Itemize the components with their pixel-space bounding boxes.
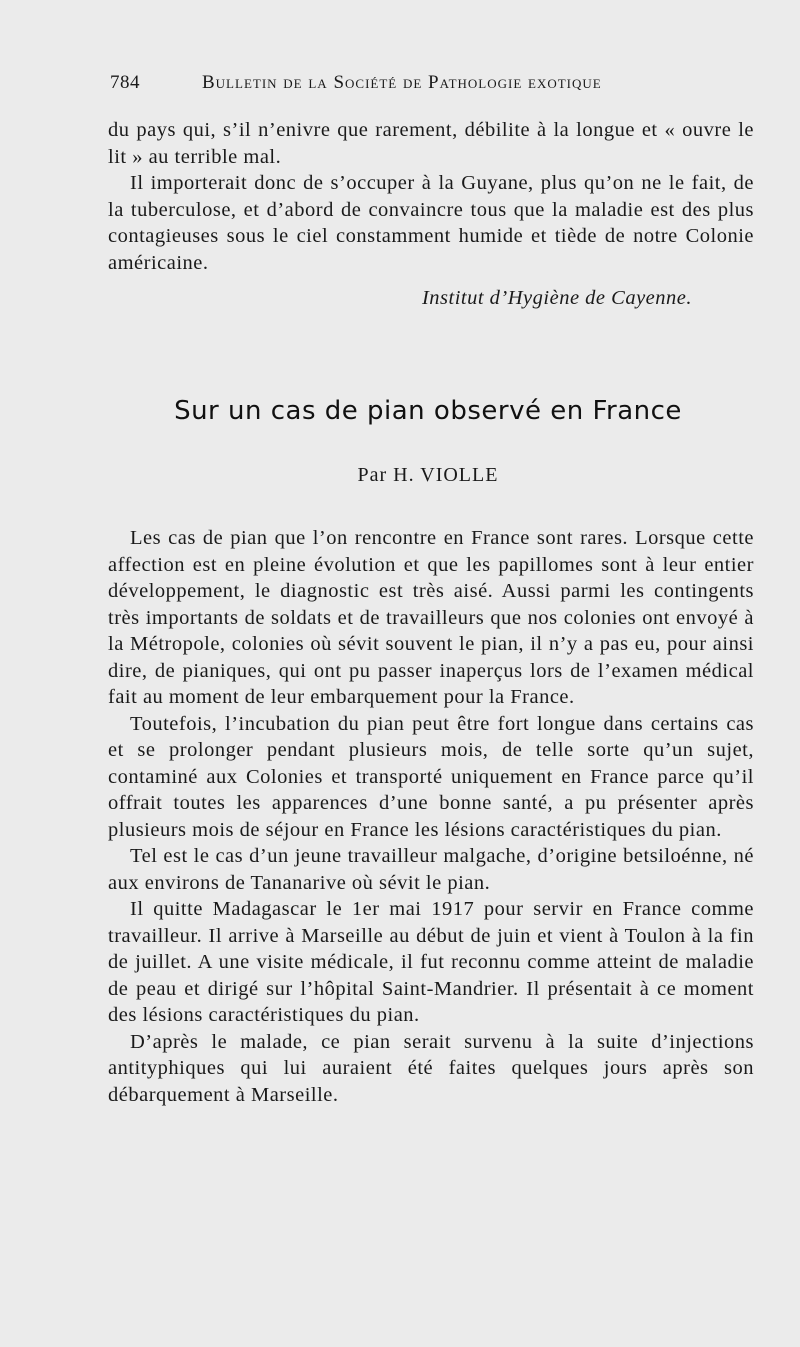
paragraph: Les cas de pian que l’on rencontre en France sont rares. Lorsque cette affection est en pleine évolution et que les papillomes sont à leur entier développement, le diagnostic est très aisé. Aussi parmi les contingents très importants de soldats et de travailleurs que nos colonies ont envoyé à la Métropole, colonies où sévit souvent le pian, il n’y a pas eu, pour ainsi dire, de pianiques, qui ont pu passer inaperçus lors de l’examen médical fait au moment de leur embarquement pour la France. xyxy=(108,527,754,708)
paragraph: du pays qui, s’il n’enivre que rarement, débilite à la longue et « ouvre le lit » au terrible mal. xyxy=(108,119,754,168)
paragraph: Il quitte Madagascar le 1er mai 1917 pour servir en France comme travailleur. Il arrive à Marseille au début de juin et vient à Toulon à la fin de juillet. A une visite médicale, il fut reconnu comme atteint de maladie de peau et dirigé sur l’hôpital Saint-Mandrier. Il présentait à ce moment des lésions caractéristiques du pian. xyxy=(108,898,754,1026)
previous-article-text xyxy=(108,117,754,276)
paragraph: Il importerait donc de s’occuper à la Guyane, plus qu’on ne le fait, de la tuberculose, et d’abord de convaincre tous que la maladie est des plus contagieuses sous le ciel constamment humide et tiède de notre Colonie américaine. xyxy=(108,172,754,274)
article-author: Par H. VIOLLE xyxy=(357,464,499,486)
paragraph: D’après le malade, ce pian serait survenu à la suite d’injections antityphiques qui lui auraient été faites quelques jours après son débarquement à Marseille. xyxy=(108,1030,754,1106)
paragraph: Tel est le cas d’un jeune travailleur malgache, d’origine betsiloénne, né aux environs de Tananarive où sévit le pian. xyxy=(108,845,754,894)
article-title: Sur un cas de pian observé en France xyxy=(174,396,682,426)
paragraph: Toutefois, l’incubation du pian peut être fort longue dans certains cas et se prolonger pendant plusieurs mois, de telle sorte qu’un sujet, contaminé aux Colonies et transporté uniquement en France parce qu’il offrait toutes les apparences d’une bonne santé, a pu présenter après plusieurs mois de séjour en France les lésions caractéristiques du pian. xyxy=(108,712,754,841)
institution-signature: Institut d’Hygiène de Cayenne. xyxy=(421,287,692,309)
journal-title: Bulletin de la Société de Pathologie exotique xyxy=(202,72,602,93)
article-body xyxy=(108,525,754,1108)
page-number: 784 xyxy=(110,72,140,93)
